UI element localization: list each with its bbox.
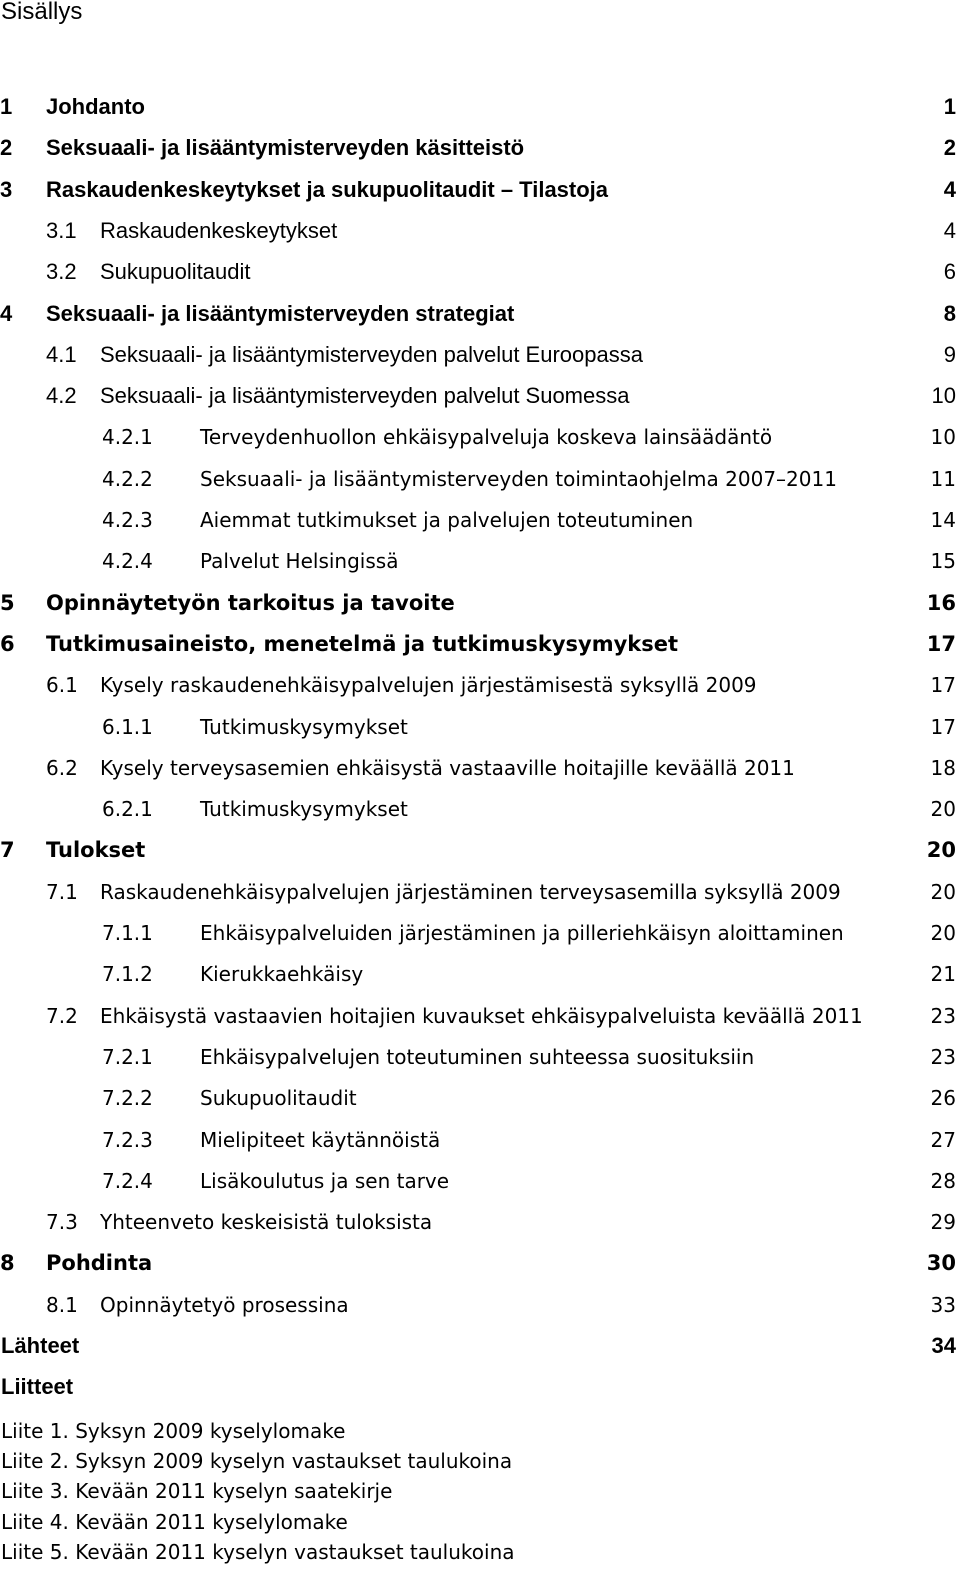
toc-entry-label: Lähteet <box>1 1333 80 1358</box>
toc-entry-page: 33 <box>930 1292 956 1317</box>
toc-entry <box>0 381 960 411</box>
toc-entry-number: 7.2.4 <box>102 1168 153 1193</box>
toc-entry-page: 34 <box>931 1333 956 1358</box>
toc-entry <box>0 1248 960 1278</box>
toc-entry-number: 6.2.1 <box>102 797 153 822</box>
toc-entry-label: Aiemmat tutkimukset ja palvelujen toteutuminen <box>200 508 694 532</box>
toc-entry <box>0 340 960 370</box>
attachment-item: Liite 3. Kevään 2011 kyselyn saatekirje <box>1 1479 393 1504</box>
toc-entry <box>0 712 960 742</box>
toc-entry <box>0 918 960 948</box>
toc-entry-page: 16 <box>926 590 956 615</box>
toc-entry-label: Kierukkaehkäisy <box>200 962 364 987</box>
toc-entry-label: Kysely raskaudenehkäisypalvelujen järjestämisestä syksyllä 2009 <box>100 673 757 698</box>
toc-entry-number: 7.2 <box>46 1003 78 1028</box>
toc-entry-label: Tutkimuskysymykset <box>200 797 408 822</box>
toc-entry-label: Opinnäytetyön tarkoitus ja tavoite <box>46 590 455 615</box>
toc-entry-label: Raskaudenehkäisypalvelujen järjestäminen terveysasemilla syksyllä 2009 <box>100 879 841 904</box>
toc-entry-page: 20 <box>926 838 956 863</box>
attachment-item: Liite 4. Kevään 2011 kyselylomake <box>1 1509 348 1534</box>
toc-entry-label: Tutkimusaineisto, menetelmä ja tutkimuskysymykset <box>46 631 679 656</box>
toc-entry-label: Yhteenveto keskeisistä tuloksista <box>100 1210 433 1235</box>
toc-entry-page: 4 <box>943 217 956 243</box>
toc-entry-page: 6 <box>943 259 956 285</box>
toc-entry-label: Sukupuolitaudit <box>100 259 251 285</box>
toc-entry-label: Ehkäisypalveluiden järjestäminen ja pilleriehkäisyn aloittaminen <box>200 921 844 945</box>
toc-entry <box>0 1125 960 1155</box>
toc-entry-label: Ehkäisystä vastaavien hoitajien kuvaukset ehkäisypalveluista keväällä 2011 <box>100 1003 863 1028</box>
toc-entry-page: 23 <box>930 1044 956 1069</box>
toc-entry-number: 3.1 <box>46 217 77 243</box>
attachment-item: Liite 2. Syksyn 2009 kyselyn vastaukset taulukoina <box>1 1449 513 1474</box>
toc-entry-label: Liitteet <box>1 1374 74 1400</box>
toc-entry <box>0 257 960 287</box>
toc-entry-page: 27 <box>930 1127 956 1152</box>
toc-entry <box>0 1290 960 1320</box>
toc-entry-number: 6.1.1 <box>102 714 153 739</box>
toc-entry-label: Pohdinta <box>46 1251 153 1276</box>
toc-entry-number: 4.2.4 <box>102 549 153 574</box>
toc-entry-label: Seksuaali- ja lisääntymisterveyden käsitteistö <box>46 135 525 161</box>
attachment-item: Liite 5. Kevään 2011 kyselyn vastaukset taulukoina <box>1 1539 515 1564</box>
toc-entry-number: 1 <box>0 94 13 119</box>
toc-entry-number: 6.1 <box>46 673 78 698</box>
toc-entry-label: Tulokset <box>46 838 146 863</box>
toc-entry-page: 8 <box>943 300 956 326</box>
toc-entry-page: 23 <box>930 1003 956 1028</box>
toc-entry-page: 17 <box>930 673 956 698</box>
toc-entry-label: Lisäkoulutus ja sen tarve <box>200 1168 450 1193</box>
toc-entry-label: Palvelut Helsingissä <box>200 549 399 574</box>
toc-entry-page: 4 <box>943 176 956 202</box>
toc-entry-label: Seksuaali- ja lisääntymisterveyden palvelut Suomessa <box>100 383 630 409</box>
toc-entry-number: 6.2 <box>46 755 78 780</box>
toc-entry-number: 3.2 <box>46 259 77 285</box>
toc-entry-page: 2 <box>943 135 956 161</box>
toc-entry <box>0 794 960 824</box>
toc-entry-page: 14 <box>930 508 956 532</box>
toc-entry <box>0 133 960 163</box>
toc-entry <box>0 670 960 700</box>
toc-entry <box>0 1207 960 1237</box>
toc-entry-page: 20 <box>930 797 956 822</box>
toc-entry-page: 1 <box>943 94 956 119</box>
toc-entry-number: 5 <box>0 590 15 615</box>
toc-entry <box>0 629 960 659</box>
toc-entry-label: Seksuaali- ja lisääntymisterveyden strategiat <box>46 300 515 326</box>
toc-entry-number: 7 <box>0 838 15 863</box>
toc-entry <box>0 216 960 246</box>
toc-entry-page: 10 <box>931 383 956 409</box>
toc-entry <box>0 877 960 907</box>
toc-entry-number: 7.1.1 <box>102 921 153 945</box>
toc-entry <box>0 835 960 865</box>
toc-entry-label: Johdanto <box>46 94 145 119</box>
toc-entry-page: 10 <box>930 425 956 450</box>
toc-entry-number: 8.1 <box>46 1292 78 1317</box>
toc-entry-page: 30 <box>926 1251 956 1276</box>
toc-entry-page: 29 <box>930 1210 956 1235</box>
toc-entry <box>0 92 960 122</box>
toc-entry-label: Ehkäisypalvelujen toteutuminen suhteessa suosituksiin <box>200 1044 755 1069</box>
toc-entry-page: 9 <box>943 341 956 367</box>
toc-entry-page: 26 <box>930 1086 956 1111</box>
toc-entry <box>0 588 960 618</box>
toc-entry-page: 18 <box>930 755 956 780</box>
toc-entry-page: 17 <box>930 714 956 739</box>
toc-entry-number: 7.1.2 <box>102 962 153 987</box>
toc-entry-page: 15 <box>930 549 956 574</box>
toc-entry-label: Mielipiteet käytännöistä <box>200 1127 441 1152</box>
toc-entry-number: 7.2.3 <box>102 1127 153 1152</box>
toc-entry-number: 2 <box>0 135 13 161</box>
toc-entry <box>0 464 960 494</box>
toc-entry <box>0 1372 960 1402</box>
toc-entry <box>0 299 960 329</box>
toc-entry <box>0 505 960 535</box>
toc-entry-number: 4.2 <box>46 383 77 409</box>
toc-entry <box>0 959 960 989</box>
toc-entry <box>0 1331 960 1361</box>
toc-entry-label: Seksuaali- ja lisääntymisterveyden toimintaohjelma 2007–2011 <box>200 466 837 491</box>
toc-entry <box>0 546 960 576</box>
toc-entry-number: 7.2.2 <box>102 1086 153 1111</box>
toc-entry-number: 4.2.2 <box>102 466 153 491</box>
toc-entry <box>0 1166 960 1196</box>
toc-entry-number: 7.3 <box>46 1210 78 1235</box>
toc-entry-label: Tutkimuskysymykset <box>200 714 408 739</box>
toc-entry-number: 6 <box>0 631 15 656</box>
toc-entry-label: Raskaudenkeskeytykset <box>100 217 338 243</box>
toc-entry-page: 28 <box>930 1168 956 1193</box>
toc-entry-number: 7.1 <box>46 879 78 904</box>
toc-entry-number: 4.2.1 <box>102 425 153 450</box>
toc-entry <box>0 1001 960 1031</box>
toc-entry-label: Seksuaali- ja lisääntymisterveyden palvelut Euroopassa <box>100 341 643 367</box>
toc-entry-number: 4 <box>0 300 13 326</box>
toc-entry <box>0 422 960 452</box>
toc-entry-number: 4.2.3 <box>102 508 153 532</box>
toc-entry-number: 8 <box>0 1251 15 1276</box>
toc-entry-label: Opinnäytetyö prosessina <box>100 1292 349 1317</box>
toc-entry <box>0 175 960 205</box>
toc-entry-label: Raskaudenkeskeytykset ja sukupuolitaudit – Tilastoja <box>46 176 609 202</box>
attachment-item: Liite 1. Syksyn 2009 kyselylomake <box>1 1419 346 1443</box>
toc-entry-number: 3 <box>0 176 13 202</box>
toc-entry-label: Terveydenhuollon ehkäisypalveluja koskeva lainsäädäntö <box>200 425 773 450</box>
toc-entry <box>0 1042 960 1072</box>
toc-entry-page: 17 <box>926 631 956 656</box>
toc-entry-number: 4.1 <box>46 341 77 367</box>
toc-entry-page: 21 <box>930 962 956 987</box>
toc-entry-label: Sukupuolitaudit <box>200 1086 357 1111</box>
toc-entry <box>0 1083 960 1113</box>
toc-entry-page: 20 <box>930 921 956 945</box>
toc-entry-page: 11 <box>930 466 956 491</box>
toc-entry-label: Kysely terveysasemien ehkäisystä vastaaville hoitajille keväällä 2011 <box>100 755 795 780</box>
toc-entry <box>0 753 960 783</box>
page-title: Sisällys <box>1 0 83 25</box>
toc-entry-page: 20 <box>930 879 956 904</box>
toc-entry-number: 7.2.1 <box>102 1044 153 1069</box>
